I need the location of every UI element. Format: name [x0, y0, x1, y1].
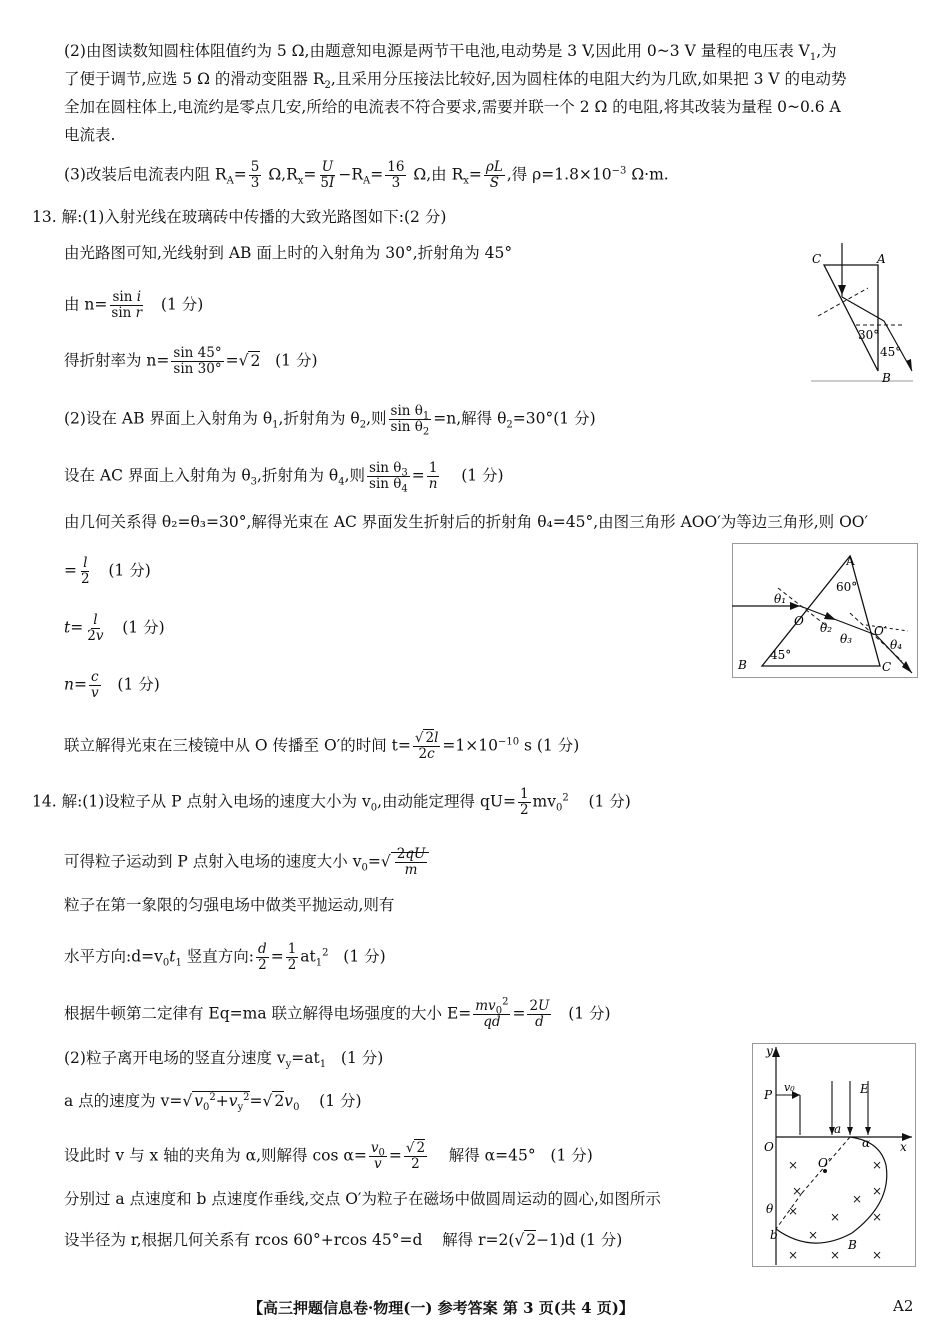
q14-line6: a 点的速度为 v=√ $v_0^2+v_y^2=√$ $2v_0$ (1 分) [64, 1091, 362, 1114]
q12-part2-line1: (2)由图读数知圆柱体阻值约为 5 Ω,由题意知电源是两节干电池,电动势是 3 V,因此用 0~3 V 量程的电压表 $V_1$,为 [64, 42, 837, 64]
fig2-theta3: θ₃ [840, 632, 853, 646]
fig1-label-c: C [812, 252, 822, 266]
q12-part2-line4: 电流表. [64, 126, 116, 144]
fig3-cross: × [792, 1184, 803, 1198]
figure-field-region [752, 1043, 916, 1267]
fig3-label-x: x [900, 1140, 907, 1154]
fig3-cross: × [872, 1158, 883, 1172]
fig3-label-p: P [764, 1088, 773, 1102]
q13-line1: 由光路图可知,光线射到 AB 面上时的入射角为 30°,折射角为 45° [64, 244, 513, 262]
fig3-cross: × [830, 1248, 841, 1262]
fig3-cross: × [872, 1248, 883, 1262]
q14-line2: 粒子在第一象限的匀强电场中做类平抛运动,则有 [64, 896, 395, 914]
fig3-cross: × [788, 1248, 799, 1262]
q12-part2-line2: 了便于调节,应选 5 Ω 的滑动变阻器 $R_2$,且采用分压接法比较好,因为圆柱体的电阻大约为几欧,如果把 3 V 的电动势 [64, 70, 847, 92]
q12-part3-line: (3)改装后电流表内阻 $R_A=$ $\frac{5}{3}$ $\Omega,R_x=$ $\frac{U}{5I}$ $-R_A=$ $\frac{16}{3}$ Ω,由 $R_x=$ $\frac{\rho L}{S}$ ,得 $\rho=1.8\times 10^{-3}$ Ω·m. [64, 159, 669, 191]
q13-line10: 联立解得光束在三棱镜中从 O 传播至 O′的时间 t= $\frac{√ 2l}{2c}$ $=1\times 10^{-10}$ s (1 分) [64, 730, 580, 762]
fig3-label-e: E [860, 1082, 869, 1096]
fig3-cross: × [788, 1158, 799, 1172]
figure-prism [732, 543, 918, 678]
fig3-label-b: b [770, 1228, 778, 1242]
fig3-label-alpha: α [862, 1136, 871, 1150]
q13-line2: 由 n= $\frac{\text{sin i}}{\text{sin r}}$ (1 分) [64, 289, 204, 321]
q13-line4: (2)设在 AB 界面上入射角为 $\theta_1$,折射角为 $\theta_2$,则 $\frac{\sin \theta_1}{\sin \theta_2}$ =n,解得 $\theta_2=30^\circ(1$ 分) [64, 403, 596, 438]
fig3-cross: × [830, 1210, 841, 1224]
q14-line4: 根据牛顿第二定律有 Eq=ma 联立解得电场强度的大小 E= $\frac{mv_0^2}{qd}$ = $\frac{2U}{d}$ (1 分) [64, 996, 611, 1030]
fig2-theta2: θ₂ [820, 621, 833, 635]
fig2-label-b: B [738, 658, 747, 672]
q14-line8: 分别过 a 点速度和 b 点速度作垂线,交点 O′为粒子在磁场中做圆周运动的圆心,如图所示 [64, 1190, 661, 1208]
fig1-label-b: B [882, 371, 891, 385]
q13-line5: 设在 AC 界面上入射角为 $\theta_3$,折射角为 $\theta_4$,则 $\frac{\sin \theta_3}{\sin \theta_4}$ = $\frac{1}{n}$ (1 分) [64, 460, 504, 495]
fig2-theta4: θ₄ [890, 638, 903, 652]
fig3-label-o: O [764, 1140, 774, 1154]
q13-line3: 得折射率为 n= $\frac{\sin 45^\circ}{\sin 30^\circ}$ =√ 2 (1 分) [64, 345, 318, 377]
fig3-cross: × [788, 1204, 799, 1218]
fig3-label-o-prime: O′ [818, 1156, 831, 1170]
fig3-cross: × [808, 1228, 819, 1242]
fig3-label-a: a [834, 1122, 842, 1136]
figure-glass-brick [808, 243, 916, 385]
fig2-label-a: A [846, 554, 855, 568]
q13-line7: = $\frac{l}{2}$ (1 分) [64, 555, 151, 587]
fig2-label-o: O [794, 614, 804, 628]
q14-line9: 设半径为 r,根据几何关系有 rcos 60°+rcos 45°=d 解得 r=2(√ 2−1)d (1 分) [64, 1231, 623, 1249]
q14-line3: 水平方向$:d=v_0t_1$ 竖直方向: $\frac{d}{2}$ = $\frac{1}{2}$ $at_1^2$ (1 分) [64, 941, 386, 973]
fig3-label-b-field: B [848, 1238, 857, 1252]
fig2-label-o-prime: O′ [874, 624, 887, 638]
fig1-angle-45: 45° [880, 345, 902, 359]
fig3-label-y: y [766, 1044, 773, 1058]
page-footer: 【高三押题信息卷·物理(一) 参考答案 第 3 页(共 4 页)】 [248, 1299, 634, 1317]
q14-line7: 设此时 v 与 x 轴的夹角为 α,则解得 cos α= $\frac{v_0}{v}$ = $\frac{√ 2}{2}$ 解得 α=45° (1 分) [64, 1140, 593, 1172]
fig3-cross: × [872, 1184, 883, 1198]
q13-line9: n= $\frac{c}{v}$ (1 分) [64, 669, 160, 701]
q13-heading: 13. 解:(1)入射光线在玻璃砖中传播的大致光路图如下:(2 分) [32, 208, 447, 226]
fig3-label-theta: θ [766, 1202, 774, 1216]
fig3-cross: × [872, 1210, 883, 1224]
q13-line8: t= $\frac{l}{2v}$ (1 分) [64, 612, 165, 644]
fig3-cross: × [852, 1192, 863, 1206]
fig3-label-v0: v₀ [784, 1081, 795, 1094]
fig2-angle-45: 45° [770, 648, 792, 662]
fig2-theta1: θ₁ [774, 592, 787, 606]
fig1-label-a: A [877, 252, 886, 266]
fig2-label-c: C [882, 660, 892, 674]
q13-line6: 由几何关系得 θ₂=θ₃=30°,解得光束在 AC 界面发生折射后的折射角 θ₄=45°,由图三角形 AOO′为等边三角形,则 OO′ [64, 513, 869, 531]
q14-line1: 可得粒子运动到 P 点射入电场的速度大小 $v_0=√$ $\frac{2qU}{m}$ [64, 847, 429, 878]
page-code: A2 [893, 1297, 914, 1315]
q12-part2-line3: 全加在圆柱体上,电流约是零点几安,所给的电流表不符合要求,需要并联一个 2 Ω 的电阻,将其改装为量程 0~0.6 A [64, 98, 841, 116]
fig1-angle-30: 30° [858, 328, 880, 342]
q14-line5: (2)粒子离开电场的竖直分速度 $v_y=at_1$ (1 分) [64, 1049, 384, 1071]
q14-heading: 14. 解:(1)设粒子从 P 点射入电场的速度大小为 $v_0$,由动能定理得 qU= $\frac{1}{2}$ $mv_0^2$ (1 分) [32, 786, 631, 818]
fig2-angle-60: 60° [836, 580, 858, 594]
